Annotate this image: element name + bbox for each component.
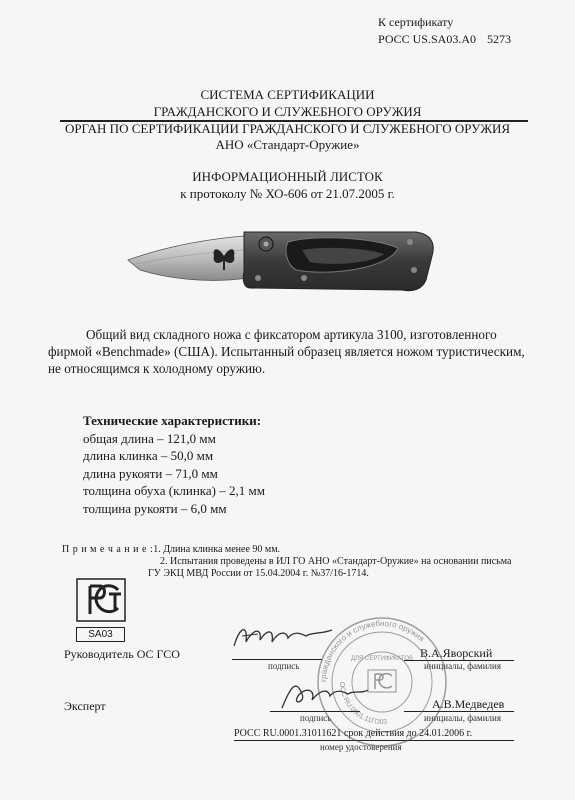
certificate-reference: [378, 14, 511, 48]
stamp-rst-icon: [368, 670, 396, 692]
note-row-1: [62, 543, 280, 556]
note-2: [148, 556, 512, 580]
rst-code: SA03: [76, 627, 125, 642]
description-line2: фирмой «Benchmade» (США). Испытанный образец является ножом туристическим,: [48, 344, 525, 359]
validity-text: РОСС RU.0001.31011621 срок действия до 24.01.2006 г.: [234, 728, 473, 739]
note-1: 1. Длина клинка менее 90 мм.: [153, 544, 281, 555]
description-line3: не относящимся к холодному оружию.: [48, 361, 266, 376]
expert-name: А.В.Медведев: [432, 697, 505, 711]
expert-signature-label: подпись: [300, 713, 332, 723]
knife-image: [126, 220, 438, 308]
organ-line1: ОРГАН ПО СЕРТИФИКАЦИИ ГРАЖДАНСКОГО И СЛУЖЕБНОГО ОРУЖИЯ: [64, 121, 511, 136]
spec-item: длина клинка – 50,0 мм: [83, 448, 214, 463]
reference-code: РОСС US.SA03.A0: [378, 32, 476, 46]
organ-line2: АНО «Стандарт-Оружие»: [215, 137, 360, 152]
spec-item: длина рукояти – 71,0 мм: [83, 465, 218, 481]
expert-title: Эксперт: [64, 699, 106, 713]
reference-number: 5273: [487, 32, 511, 46]
head-signature-label: подпись: [268, 661, 300, 671]
title-main: ИНФОРМАЦИОННЫЙ ЛИСТОК: [192, 169, 383, 184]
description-line1: Общий вид складного ножа с фиксатором артикула 3100, изготовленного: [86, 327, 497, 342]
specifications: [83, 412, 265, 517]
document-title: [0, 168, 575, 202]
reference-line2: [378, 31, 511, 48]
expert-name-label: инициалы, фамилия: [424, 713, 501, 723]
head-signature-line: [232, 659, 322, 660]
organ-header: [0, 121, 575, 153]
head-name: В.А.Яворский: [420, 646, 493, 660]
spec-item: толщина обуха (клинка) – 2,1 мм: [83, 483, 265, 498]
system-header: [0, 86, 575, 120]
note-2-line1: 2. Испытания проведены в ИЛ ГО АНО «Стандарт-Оружие» на основании письма: [160, 556, 512, 567]
validity-label: номер удостоверения: [320, 742, 402, 752]
head-name-label: инициалы, фамилия: [424, 661, 501, 671]
svg-text:ОСС RU.0001.11ГО03: [338, 682, 388, 726]
stamp-inner-text: ДЛЯ СЕРТИФИКАТОВ: [350, 656, 414, 662]
specs-heading: Технические характеристики:: [83, 413, 262, 428]
rst-logo: [76, 578, 126, 638]
spec-item: толщина рукояти – 6,0 мм: [83, 500, 227, 516]
system-line1: СИСТЕМА СЕРТИФИКАЦИИ: [200, 87, 375, 102]
spec-item: общая длина – 121,0 мм: [83, 430, 216, 446]
note-2-line2: ГУ ЭКЦ МВД России от 15.04.2004 г. №37/16-1714.: [148, 568, 369, 579]
description-paragraph: [48, 326, 548, 377]
notes-label: П р и м е ч а н и е :: [62, 544, 154, 555]
rst-mark-icon: [76, 578, 126, 622]
reference-line1: К сертификату: [378, 15, 454, 29]
head-title: Руководитель ОС ГСО: [64, 647, 180, 661]
system-line2: ГРАЖДАНСКОГО И СЛУЖЕБНОГО ОРУЖИЯ: [153, 104, 422, 119]
stamp-ring-text: гражданского и служебного оружия: [318, 618, 427, 683]
round-stamp: [312, 612, 452, 752]
title-protocol: к протоколу № ХО-606 от 21.07.2005 г.: [180, 186, 395, 201]
stamp-number: ОСС RU.0001.11ГО03: [337, 681, 388, 727]
notes: [62, 543, 280, 556]
